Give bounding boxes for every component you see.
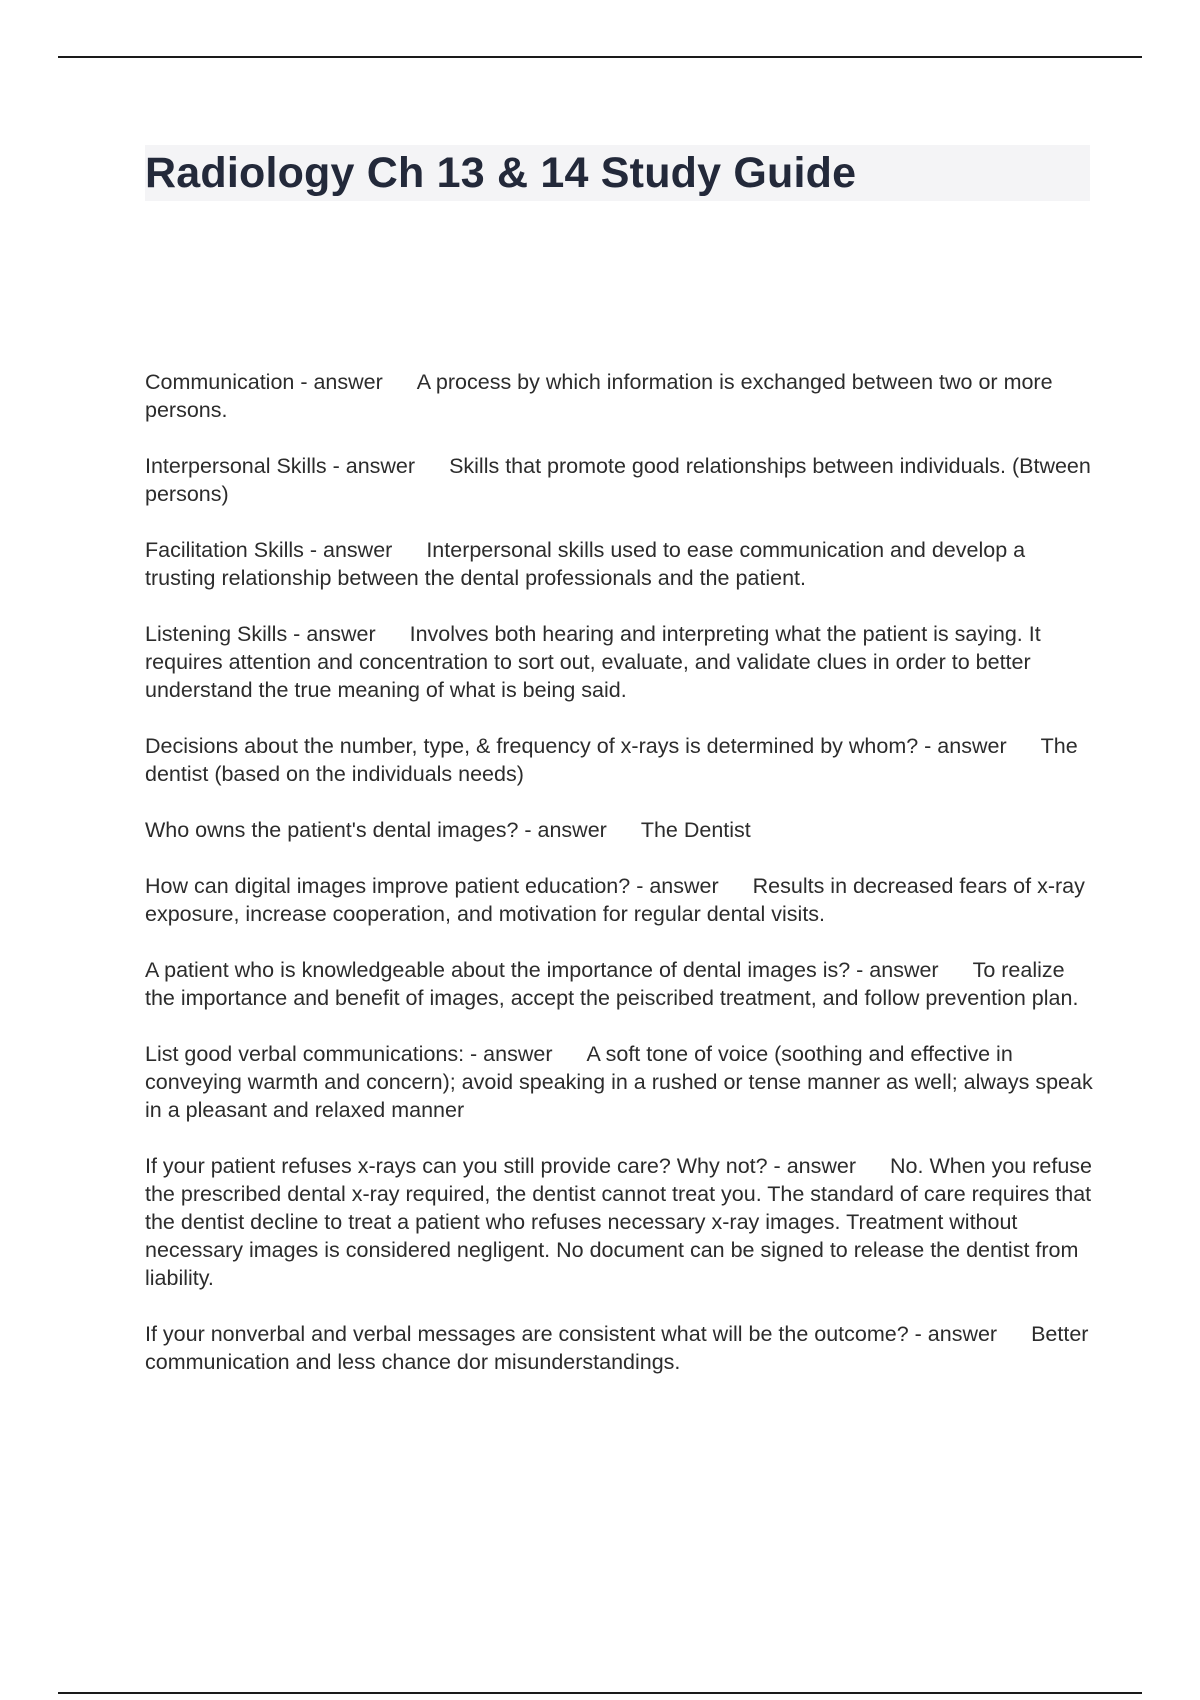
qa-answer: A process by which information is exchanged between two or more persons. bbox=[145, 370, 1053, 422]
qa-question: Communication - answer bbox=[145, 370, 383, 394]
qa-answer: To realize the importance and benefit of images, accept the peiscribed treatment, and follow prevention plan. bbox=[145, 958, 1079, 1010]
qa-question: Facilitation Skills - answer bbox=[145, 538, 393, 562]
qa-question: List good verbal communications: - answer bbox=[145, 1042, 553, 1066]
page-title: Radiology Ch 13 & 14 Study Guide bbox=[145, 149, 857, 197]
qa-item bbox=[145, 536, 1095, 592]
qa-item bbox=[145, 452, 1095, 508]
bottom-rule bbox=[58, 1692, 1142, 1694]
qa-item bbox=[145, 368, 1095, 424]
qa-item bbox=[145, 1152, 1095, 1292]
qa-question: Decisions about the number, type, & frequency of x-rays is determined by whom? - answer bbox=[145, 734, 1007, 758]
qa-answer: The dentist (based on the individuals needs) bbox=[145, 734, 1078, 786]
qa-question: How can digital images improve patient education? - answer bbox=[145, 874, 719, 898]
qa-question: Listening Skills - answer bbox=[145, 622, 376, 646]
qa-item bbox=[145, 732, 1095, 788]
qa-answer: No. When you refuse the prescribed dental x-ray required, the dentist cannot treat you. The standard of care requires that the dentist decline to treat a patient who refuses necessary x-ray images. Treatment without necessary images is considered negligent. No document can be signed to release the dentist from liability. bbox=[145, 1154, 1092, 1290]
qa-answer: The Dentist bbox=[640, 818, 751, 842]
qa-answer: Results in decreased fears of x-ray exposure, increase cooperation, and motivation for regular dental visits. bbox=[145, 874, 1085, 926]
qa-question: Interpersonal Skills - answer bbox=[145, 454, 416, 478]
qa-answer: Interpersonal skills used to ease communication and develop a trusting relationship between the dental professionals and the patient. bbox=[145, 538, 1026, 590]
qa-question: If your nonverbal and verbal messages are consistent what will be the outcome? - answer bbox=[145, 1322, 998, 1346]
qa-question: If your patient refuses x-rays can you still provide care? Why not? - answer bbox=[145, 1154, 857, 1178]
qa-answer: Better communication and less chance dor misunderstandings. bbox=[145, 1322, 1089, 1374]
qa-answer: Skills that promote good relationships between individuals. (Btween persons) bbox=[145, 454, 1091, 506]
qa-item bbox=[145, 816, 1095, 844]
top-rule bbox=[58, 56, 1142, 58]
qa-item bbox=[145, 872, 1095, 928]
qa-item bbox=[145, 620, 1095, 704]
qa-list bbox=[145, 368, 1095, 1404]
qa-item bbox=[145, 956, 1095, 1012]
qa-answer: A soft tone of voice (soothing and effective in conveying warmth and concern); avoid speaking in a rushed or tense manner as well; always speak in a pleasant and relaxed manner bbox=[145, 1042, 1093, 1122]
qa-item bbox=[145, 1320, 1095, 1376]
qa-question: A patient who is knowledgeable about the importance of dental images is? - answer bbox=[145, 958, 939, 982]
qa-item bbox=[145, 1040, 1095, 1124]
qa-answer: Involves both hearing and interpreting what the patient is saying. It requires attention and concentration to sort out, evaluate, and validate clues in order to better understand the true meaning of what is being said. bbox=[145, 622, 1041, 702]
qa-question: Who owns the patient's dental images? - answer bbox=[145, 818, 607, 842]
